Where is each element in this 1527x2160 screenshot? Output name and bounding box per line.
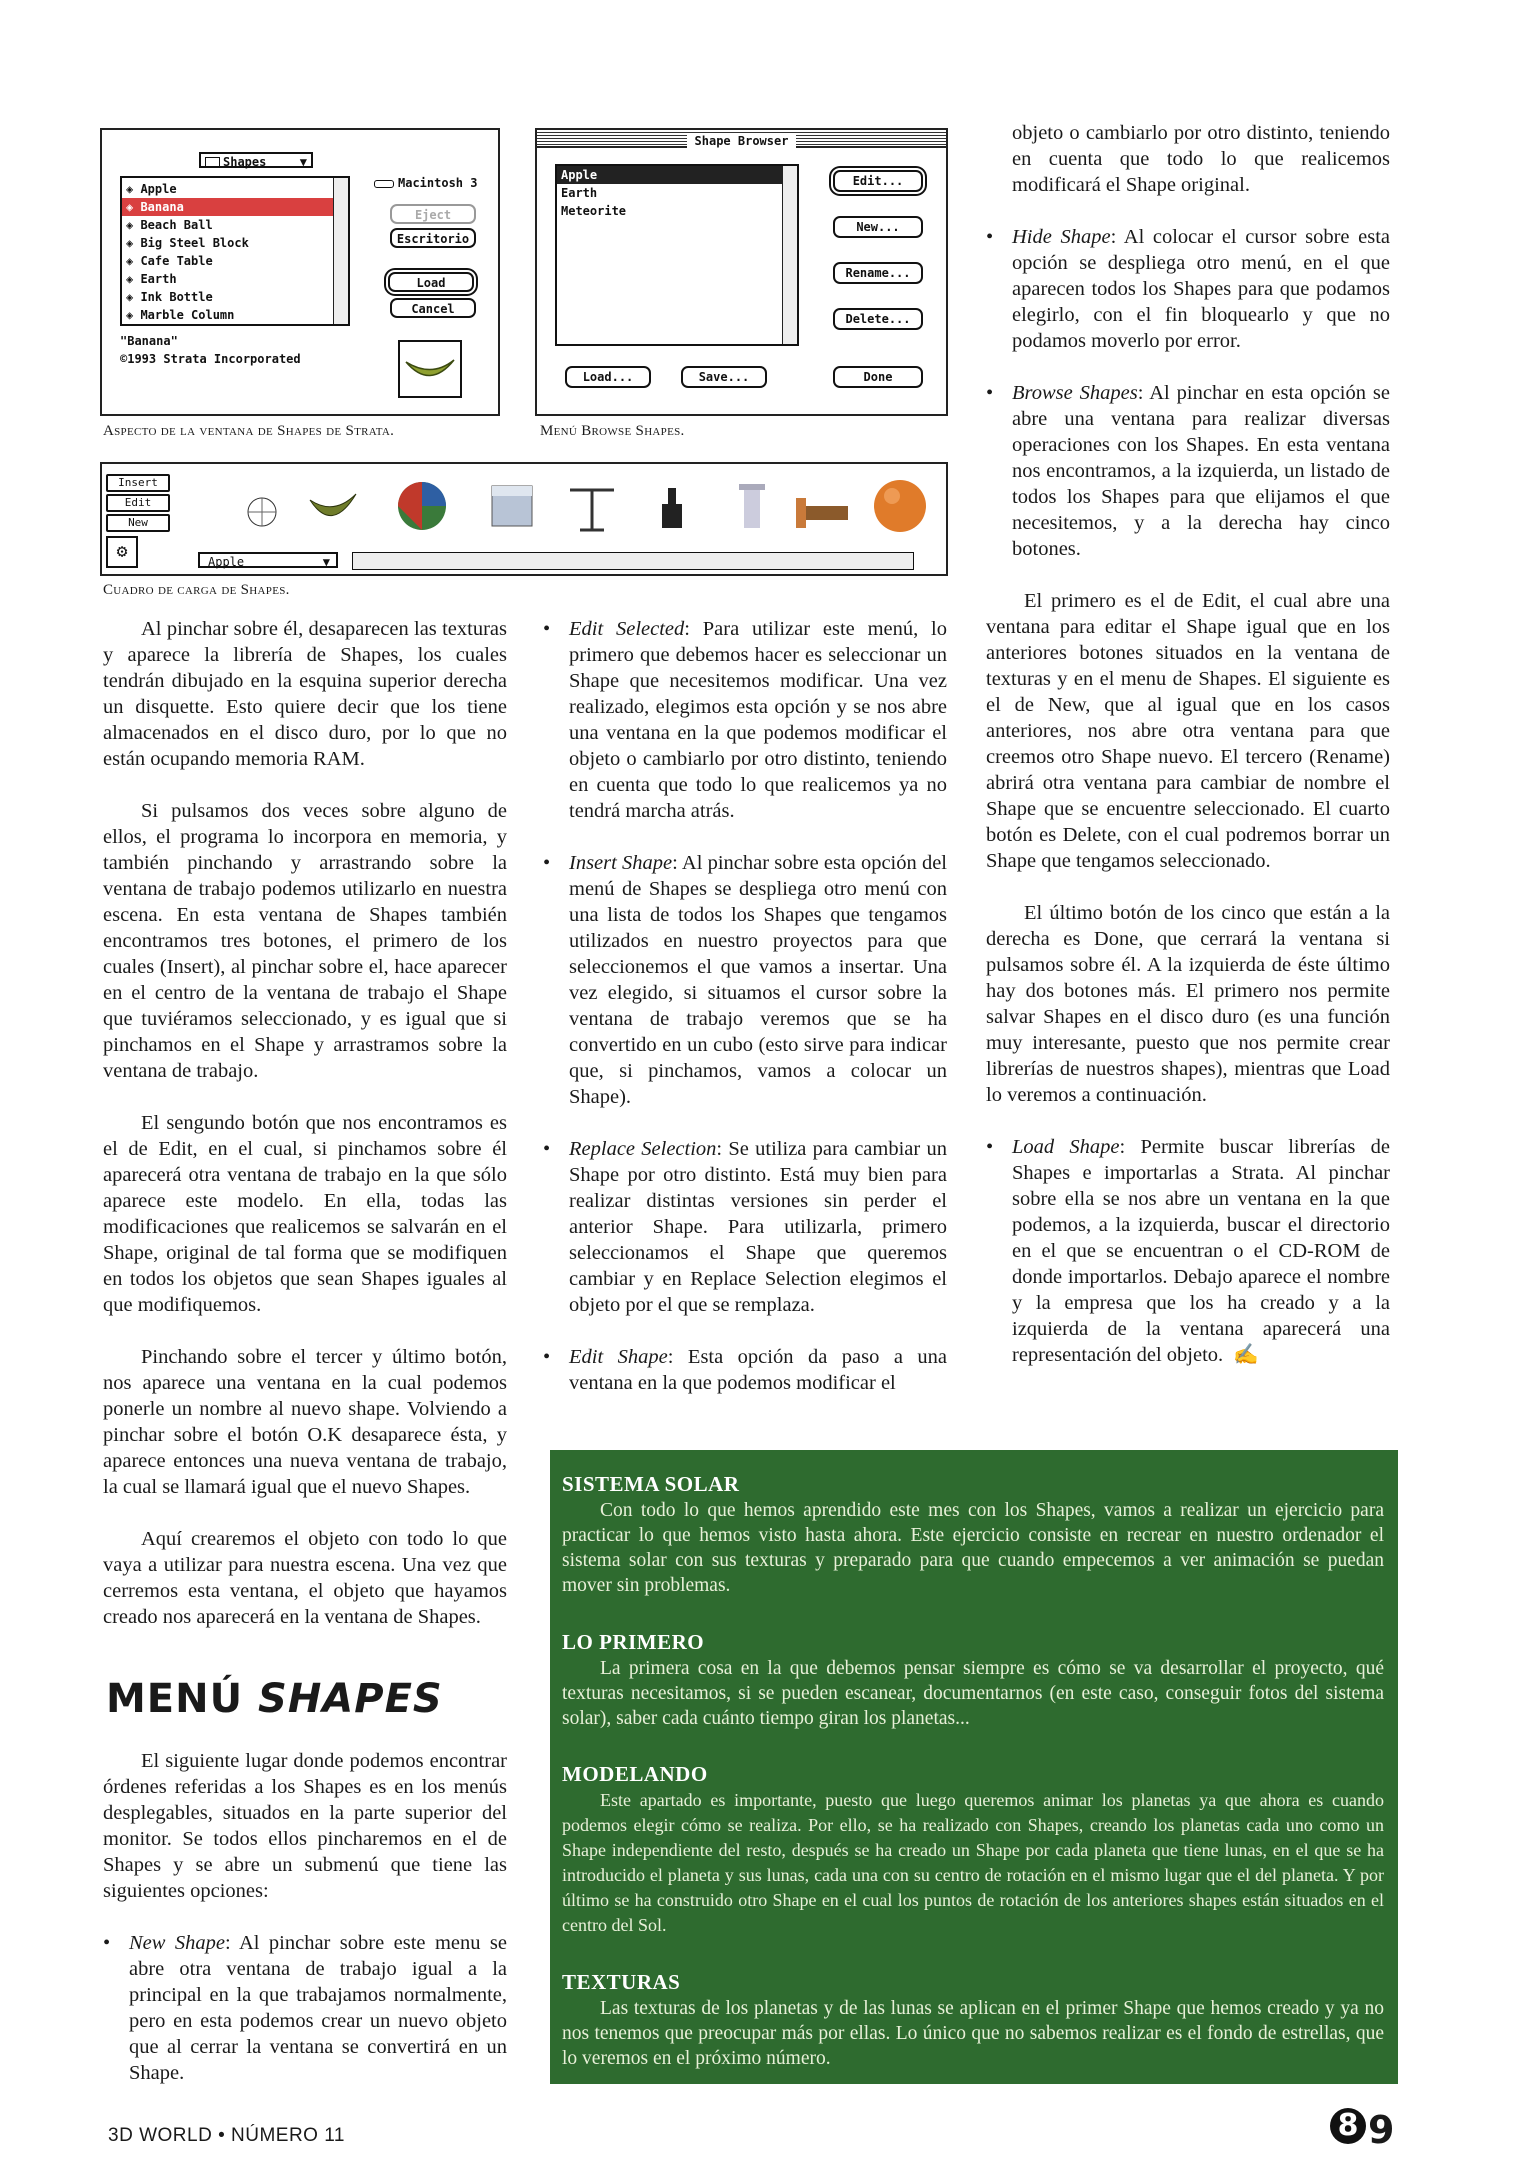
shape-browser-title: Shape Browser bbox=[687, 134, 797, 148]
shape-file-icon: ◈ bbox=[126, 254, 141, 268]
bullet-text: : Al colocar el cursor sobre esta opción se despliega otro menú, en el que aparecen todos los Shapes para que podamos elegirlo, con el fin bloquearlo y que no podamos moverlo por error. bbox=[1012, 226, 1390, 352]
page-number-circled-digit: 8 bbox=[1330, 2108, 1366, 2144]
shape-file-item[interactable] bbox=[122, 234, 348, 252]
shape-file-label: Apple bbox=[140, 182, 177, 196]
ink-bottle-thumbnail bbox=[662, 488, 682, 528]
shape-file-label: Marble Column bbox=[140, 308, 235, 322]
chevron-down-icon: ▼ bbox=[299, 155, 307, 169]
browser-shape-item[interactable]: Meteorite bbox=[561, 204, 627, 218]
disk-name: Macintosh 3 bbox=[398, 176, 478, 190]
browser-list-scrollbar[interactable] bbox=[782, 166, 797, 344]
delete-button[interactable]: Delete... bbox=[833, 308, 923, 330]
shape-file-label: Earth bbox=[140, 272, 177, 286]
heading-part1: MENÚ bbox=[106, 1676, 259, 1722]
c1-paragraph-2: Si pulsamos dos veces sobre alguno de ellos, el programa lo incorpora en memoria, y también pinchando y arrastrando sobre la ventana de trabajo podemos utilizarlo en nuestra escena. En esta ventana de Shapes también encontramos tres botones, el primero de los cuales (Insert), al pinchar sobre el, hace aparecer en el centro de la ventana de trabajo el Shape que tuviéramos seleccionado, y es igual que si pinchamos en el Shape y arrastramos sobre la ventana de trabajo. bbox=[103, 800, 507, 1082]
shape-file-label: Cafe Table bbox=[140, 254, 213, 268]
magazine-footer: 3D WORLD • NÚMERO 11 bbox=[108, 2125, 345, 2146]
c1-paragraph-1: Al pinchar sobre él, desaparecen las texturas y aparece la librería de Shapes, los cuales tendrán dibujado en la esquina superior derecha un disquette. Esto quiere decir que los tiene almacenados en el disco duro, por lo que no están ocupando memoria RAM. bbox=[103, 618, 507, 770]
c2-bullet-insert-shape bbox=[543, 850, 947, 1110]
chevron-down-icon: ▼ bbox=[322, 555, 330, 569]
c1-paragraph-5: Aquí crearemos el objeto con todo lo que vaya a utilizar para nuestra escena. Una vez que cerremos esta ventana, el objeto que hayamos creado nos aparecerá en la ventana de Shapes. bbox=[103, 1528, 507, 1628]
bullet-term: Hide Shape bbox=[1012, 226, 1111, 248]
done-button[interactable]: Done bbox=[833, 366, 923, 388]
c1-paragraph-4: Pinchando sobre el tercer y último botón, nos aparece una ventana en la cual podemos ponerle un nombre al nuevo shape. Volviendo a pinchar sobre el botón O.K desaparece ésta, y aparece entonces una nueva ventana de trabajo, la cual se llamará igual que el nuevo Shapes. bbox=[103, 1346, 507, 1498]
shape-file-icon: ◈ bbox=[126, 218, 141, 232]
sidebar-section-text: La primera cosa en la que debemos pensar siempre es cómo se va desarrollar el proyecto, qué texturas necesitamos, si se pueden escanear, documentarnos (en este caso, conseguir fotos del sistema solar), saber cada cuánto tiempo giran los planetas... bbox=[562, 1658, 1384, 1729]
figure1-caption: Aspecto de la ventana de Shapes de Strata. bbox=[103, 423, 395, 439]
bullet-text: : Al pinchar sobre esta opción del menú de Shapes se despliega otro menú con una lista de todos los Shapes que tengamos utilizados en nuestro proyectos para que seleccionemos el que vamos a insertar. Una vez elegido, si situamos el cursor sobre la ventana de trabajo veremos que se ha convertido en un cubo (esto sirve para indicar que, si pinchamos, vamos a colocar un Shape). bbox=[569, 852, 947, 1108]
section-heading bbox=[106, 1676, 443, 1722]
load-palette bbox=[100, 462, 948, 576]
column-3 bbox=[986, 120, 1390, 1394]
page-number bbox=[1330, 2108, 1394, 2152]
shapes-popup-label: Shapes bbox=[223, 155, 267, 169]
heading-part2: SHAPES bbox=[258, 1676, 443, 1722]
bullet-text: : Al pinchar sobre este menu se abre otra ventana de trabajo igual a la principal en la que trabajamos normalmente, pero en esta podemos crear un nuevo objeto que al cerrar la ventana se convertirá en un Shape. bbox=[129, 1932, 507, 2084]
shape-file-icon: ◈ bbox=[126, 272, 141, 286]
shapes-file-list[interactable] bbox=[120, 176, 350, 326]
c2-bullet-edit-selected bbox=[543, 616, 947, 824]
sidebar-section-text: Las texturas de los planetas y de las lunas se aplican en el primer Shape que hemos creado y ya no nos tenemos que preocupar más por ellas. Lo único que no sabemos realizar es el fondo de estrellas, que lo veremos en el próximo número. bbox=[562, 1998, 1384, 2069]
save-button[interactable]: Save... bbox=[681, 366, 767, 388]
figure2-caption: Menú Browse Shapes. bbox=[540, 423, 685, 439]
sidebar-section-text: Este apartado es importante, puesto que luego queremos animar los planetas ya que ahora es cuando podemos elegir cómo se realiza. Por ello, se ha realizado con Shapes, creando los planetas cada uno como un Shape independiente del resto, después se ha creado un Shape por cada planeta que tiene lunas, en el que se ha introducido el planeta y sus lunas, cada una con su centro de rotación en el mismo lugar que el del planeta. Y por último se ha construido otro Shape en el cual los puntos de rotación de los anteriores shapes están situados en el centro del Sol. bbox=[562, 1790, 1384, 1935]
beach-ball-color-thumbnail bbox=[398, 482, 446, 530]
palette-left-panel bbox=[106, 474, 172, 568]
sidebar-section-2 bbox=[562, 1630, 1384, 1731]
apple-popup-label: Apple bbox=[208, 555, 245, 569]
shape-file-icon: ◈ bbox=[126, 236, 141, 250]
shapes-popup[interactable] bbox=[199, 152, 313, 168]
load-browser-button[interactable]: Load... bbox=[565, 366, 651, 388]
browser-shape-item[interactable]: Apple bbox=[557, 166, 797, 184]
new-palette-button[interactable]: New bbox=[106, 514, 170, 532]
bullet-term: Edit Selected bbox=[569, 618, 685, 640]
new-button[interactable]: New... bbox=[833, 216, 923, 238]
bullet-term: Browse Shapes bbox=[1012, 382, 1138, 404]
figure3-caption: Cuadro de carga de Shapes. bbox=[103, 582, 290, 598]
preview-copyright: ©1993 Strata Incorporated bbox=[120, 352, 301, 366]
shape-file-icon: ◈ bbox=[126, 182, 141, 196]
cancel-button[interactable]: Cancel bbox=[390, 298, 476, 318]
c2-bullet-edit-shape bbox=[543, 1344, 947, 1396]
bullet-text: : Se utiliza para cambiar un Shape por otro distinto. Está muy bien para realizar distintas versiones sin perder el anterior Shape. Para utilizarla, primero seleccionamos el Shape que queremos cambiar y en Replace Selection elegimos el objeto por el que se remplaza. bbox=[569, 1138, 947, 1316]
shape-file-label: Big Steel Block bbox=[140, 236, 249, 250]
shape-browser-titlebar[interactable] bbox=[537, 130, 946, 148]
shape-file-item[interactable] bbox=[122, 198, 348, 216]
shape-thumbnails bbox=[182, 466, 942, 550]
bullet-term: New Shape bbox=[129, 1932, 225, 1954]
shape-file-item[interactable] bbox=[122, 306, 348, 324]
steel-block-thumbnail bbox=[492, 486, 532, 526]
banana-thumbnail bbox=[310, 494, 356, 516]
shape-file-label: Banana bbox=[140, 200, 184, 214]
shape-file-label: Beach Ball bbox=[140, 218, 213, 232]
disk-icon bbox=[374, 180, 394, 188]
c3-bullet-hide-shape bbox=[986, 224, 1390, 354]
rename-button[interactable]: Rename... bbox=[833, 262, 923, 284]
bullet-term: Replace Selection bbox=[569, 1138, 717, 1160]
cafe-table-thumbnail bbox=[570, 490, 614, 530]
c1-paragraph-3: El sengundo botón que nos encontramos es el de Edit, en el cual, si pinchamos sobre él aparecerá otra ventana de trabajo en la que sólo aparece este modelo. En ella, todas las modificaciones que realicemos se salvarán en el Shape, original de tal forma que se modifiquen en todos los objetos que sean Shapes iguales al que modifiquemos. bbox=[103, 1112, 507, 1316]
c1-after-heading: El siguiente lugar donde podemos encontrar órdenes referidas a los Shapes es en los menús desplegables, situados en la parte superior del monitor. Se todos ellos pincharemos en el de Shapes y se abre un submenú que tiene las siguientes opciones: bbox=[103, 1750, 507, 1902]
sidebar-section-title: SISTEMA SOLAR bbox=[562, 1472, 740, 1496]
escritorio-button[interactable]: Escritorio bbox=[390, 228, 476, 248]
solar-system-sidebar bbox=[550, 1450, 1398, 2084]
shape-file-item[interactable] bbox=[122, 288, 348, 306]
bullet-term: Edit Shape bbox=[569, 1346, 668, 1368]
file-list-scrollbar[interactable] bbox=[333, 178, 348, 324]
shape-file-label: Ink Bottle bbox=[140, 290, 213, 304]
sidebar-section-4 bbox=[562, 1970, 1384, 2071]
c3-bullet-browse-shapes bbox=[986, 380, 1390, 562]
insert-button[interactable]: Insert bbox=[106, 474, 170, 492]
marble-column-thumbnail bbox=[739, 484, 765, 528]
page-number-digit: 9 bbox=[1368, 2108, 1395, 2152]
c1-bullet-new-shape bbox=[103, 1930, 507, 2086]
c3-paragraph-2: El último botón de los cinco que están a la derecha es Done, que cerrará la ventana si pulsamos sobre él. A la izquierda de éste último hay dos botones más. El primero nos permite salvar Shapes en el disco duro (es una función muy interesante, puesto que nos permite crear librerías de nuestros shapes), mientras que Load lo veremos a continuación. bbox=[986, 902, 1390, 1106]
bullet-text: : Permite buscar librerías de Shapes e importarlas a Strata. Al pinchar sobre ella se nos abre un ventana en la que podemos, a la izquierda, buscar el directorio en el que se encuentran o el CD-ROM de donde importarlos. Debajo aparece el nombre y la empresa que los ha creado y a la izquierda de la ventana aparecerá una representación del objeto. bbox=[1012, 1136, 1391, 1366]
shape-file-item[interactable] bbox=[122, 270, 348, 288]
column-2 bbox=[543, 616, 947, 1422]
wood-block-thumbnail bbox=[796, 498, 848, 528]
bullet-term: Insert Shape bbox=[569, 852, 673, 874]
preview-name: "Banana" bbox=[120, 334, 178, 348]
shape-file-icon: ◈ bbox=[126, 308, 141, 322]
c3-paragraph-1: El primero es el de Edit, el cual abre una ventana para editar el Shape igual que en los anteriores botones situados en la ventana de texturas y en el menu de Shapes. El siguiente es el de New, que al igual que en los casos anteriores, nos abre otra ventana para que creemos otro Shape nuevo. El tercero (Rename) abrirá otra ventana para cambiar de nombre el Shape que se encuentre seleccionado. El cuarto botón es Delete, con el cual podremos borrar un Shape que tengamos seleccionado. bbox=[986, 590, 1390, 872]
bullet-text: : Esta opción da paso a una ventana en la que podemos modificar el bbox=[569, 1346, 947, 1394]
shape-file-icon: ◈ bbox=[126, 290, 141, 304]
load-button[interactable]: Load bbox=[388, 272, 474, 292]
bullet-text: : Al pinchar en esta opción se abre una ventana para realizar diversas operaciones con los Shapes. En esta ventana nos encontramos, a la izquierda, un listado de todos los Shapes para que elijamos el que necesitemos, y a la derecha hay cinco botones. bbox=[1012, 382, 1390, 560]
sidebar-section-3 bbox=[562, 1762, 1384, 1938]
bullet-text: : Para utilizar este menú, lo primero que debemos hacer es seleccionar un Shape que necesitemos modificar. Una vez realizado, elegimos esta opción y se nos abre una ventana en la que podemos modificar el objeto o cambiarlo por otro distinto, teniendo en cuenta que todo lo que realicemos ya no tendrá marcha atrás. bbox=[569, 618, 947, 822]
shapes-window bbox=[100, 128, 500, 416]
sidebar-section-title: MODELANDO bbox=[562, 1762, 708, 1786]
sidebar-section-text: Con todo lo que hemos aprendido este mes con los Shapes, vamos a realizar un ejercicio para practicar lo que hemos visto hasta ahora. Este ejercicio consiste en recrear en nuestro ordenador el sistema solar con sus texturas y preparado para que cuando empecemos a ver animación se puedan mover sin problemas. bbox=[562, 1500, 1384, 1596]
banana-preview bbox=[398, 340, 462, 398]
c3-bullet-load-shape bbox=[986, 1134, 1390, 1368]
clipboard-icon: ⚙ bbox=[106, 536, 138, 568]
bullet-term: Load Shape bbox=[1012, 1136, 1120, 1158]
beach-ball-thumbnail bbox=[248, 498, 276, 526]
folder-icon bbox=[205, 157, 220, 168]
shape-browser-window bbox=[535, 128, 948, 416]
orange-sphere-thumbnail bbox=[874, 480, 926, 532]
shape-file-item[interactable] bbox=[122, 216, 348, 234]
palette-scrollbar[interactable] bbox=[352, 552, 914, 570]
sidebar-section-1 bbox=[562, 1472, 1384, 1598]
c2-bullet-replace-selection bbox=[543, 1136, 947, 1318]
c3-continuation: objeto o cambiarlo por otro distinto, teniendo en cuenta que todo lo que realicemos modificará el Shape original. bbox=[1012, 122, 1390, 196]
shape-file-item[interactable] bbox=[122, 180, 348, 198]
apple-popup[interactable] bbox=[198, 552, 338, 568]
disk-label bbox=[374, 176, 477, 190]
browser-shape-list[interactable] bbox=[555, 164, 799, 346]
column-1-lower bbox=[103, 1748, 507, 2112]
column-1 bbox=[103, 616, 507, 1656]
browser-shape-item[interactable]: Earth bbox=[561, 186, 598, 200]
pen-end-icon: ✍ bbox=[1233, 1344, 1259, 1366]
eject-button[interactable]: Eject bbox=[390, 204, 476, 224]
shape-file-item[interactable] bbox=[122, 252, 348, 270]
sidebar-section-title: TEXTURAS bbox=[562, 1970, 681, 1994]
sidebar-section-title: LO PRIMERO bbox=[562, 1630, 705, 1654]
edit-button[interactable]: Edit... bbox=[833, 170, 923, 192]
shape-file-icon: ◈ bbox=[126, 200, 141, 214]
edit-palette-button[interactable]: Edit bbox=[106, 494, 170, 512]
